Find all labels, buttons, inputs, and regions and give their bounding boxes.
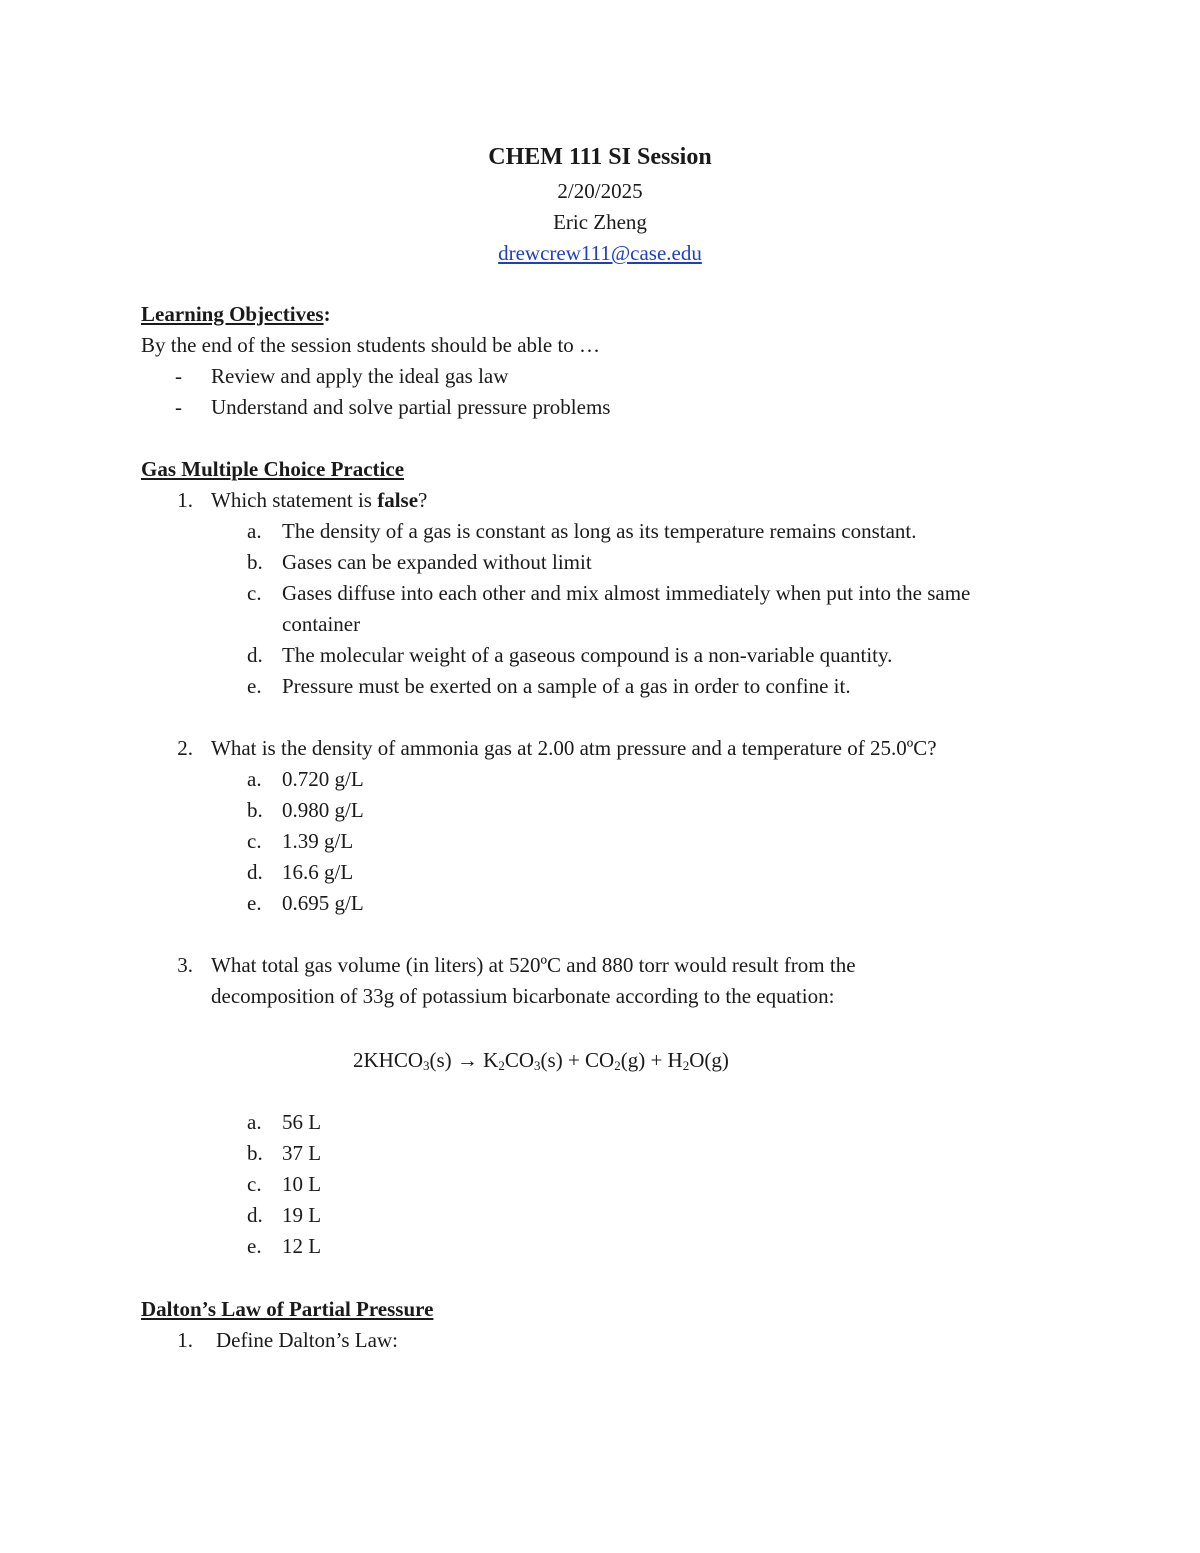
dalton-item-number: 1. xyxy=(177,1328,193,1352)
objectives-heading-colon: : xyxy=(323,302,331,326)
equation-part: CO xyxy=(504,1048,535,1072)
choice-letter: e. xyxy=(247,891,262,915)
question-number: 2. xyxy=(177,736,193,760)
choice-text: Pressure must be exerted on a sample of a gas in order to confine it. xyxy=(282,674,851,698)
choice-letter: c. xyxy=(247,581,262,605)
equation-subscript: 2 xyxy=(682,1058,690,1073)
email-link[interactable] xyxy=(0,241,1200,266)
objective-item: Understand and solve partial pressure problems xyxy=(211,395,611,419)
objectives-heading: Learning Objectives xyxy=(141,302,324,326)
session-date: 2/20/2025 xyxy=(557,179,643,203)
question-emphasis: false xyxy=(377,488,419,512)
choice-letter: e. xyxy=(247,674,262,698)
objective-item: Review and apply the ideal gas law xyxy=(211,364,509,388)
question-3-text-line2: decomposition of 33g of potassium bicarbonate according to the equation: xyxy=(211,984,835,1008)
choice-text: 0.980 g/L xyxy=(282,798,364,822)
choice-letter: d. xyxy=(247,1203,263,1227)
bullet-marker: - xyxy=(175,364,182,388)
choice-letter: b. xyxy=(247,798,263,822)
choice-text: 1.39 g/L xyxy=(282,829,354,853)
question-number: 1. xyxy=(177,488,193,512)
practice-heading: Gas Multiple Choice Practice xyxy=(141,457,405,481)
choice-text: 0.720 g/L xyxy=(282,767,364,791)
question-text-part: ? xyxy=(418,488,428,512)
question-2-text: What is the density of ammonia gas at 2.00 atm pressure and a temperature of 25.0ºC? xyxy=(211,736,937,760)
choice-letter: e. xyxy=(247,1234,262,1258)
choice-text: 12 L xyxy=(282,1234,322,1258)
question-text-part: Which statement is xyxy=(211,488,378,512)
dalton-item-text: Define Dalton’s Law: xyxy=(216,1328,398,1352)
question-number: 3. xyxy=(177,953,193,977)
email-link-text[interactable]: drewcrew111@case.edu xyxy=(498,241,702,265)
equation-subscript: 2 xyxy=(498,1058,505,1073)
objectives-intro: By the end of the session students should be able to … xyxy=(141,333,601,357)
choice-letter: a. xyxy=(247,767,262,791)
choice-text-continuation: container xyxy=(282,612,361,636)
chemical-equation xyxy=(353,1048,729,1073)
choice-text: Gases diffuse into each other and mix almost immediately when put into the same xyxy=(282,581,971,605)
equation-part: (s) → K xyxy=(429,1048,499,1072)
objectives-heading-line xyxy=(141,302,331,327)
choice-text: 37 L xyxy=(282,1141,322,1165)
choice-text: 19 L xyxy=(282,1203,322,1227)
choice-text: 0.695 g/L xyxy=(282,891,364,915)
question-1-text xyxy=(211,488,427,513)
choice-letter: a. xyxy=(247,519,262,543)
equation-subscript: 2 xyxy=(614,1058,621,1073)
choice-letter: a. xyxy=(247,1110,262,1134)
choice-text: 16.6 g/L xyxy=(282,860,354,884)
equation-part: (g) + H xyxy=(620,1048,683,1072)
choice-letter: c. xyxy=(247,829,262,853)
choice-text: Gases can be expanded without limit xyxy=(282,550,592,574)
choice-text: The density of a gas is constant as long as its temperature remains constant. xyxy=(282,519,917,543)
choice-letter: d. xyxy=(247,643,263,667)
equation-part: (s) + CO xyxy=(540,1048,615,1072)
choice-letter: b. xyxy=(247,550,263,574)
equation-part: O(g) xyxy=(689,1048,729,1072)
choice-text: The molecular weight of a gaseous compound is a non-variable quantity. xyxy=(282,643,893,667)
page-title: CHEM 111 SI Session xyxy=(488,144,712,170)
choice-text: 10 L xyxy=(282,1172,322,1196)
choice-letter: d. xyxy=(247,860,263,884)
dalton-heading: Dalton’s Law of Partial Pressure xyxy=(141,1297,434,1321)
bullet-marker: - xyxy=(175,395,182,419)
equation-part: 2KHCO xyxy=(353,1048,424,1072)
question-3-text-line1: What total gas volume (in liters) at 520ºC and 880 torr would result from the xyxy=(211,953,856,977)
author-name: Eric Zheng xyxy=(553,210,647,234)
equation-subscript: 3 xyxy=(423,1058,430,1073)
equation-subscript: 3 xyxy=(534,1058,541,1073)
choice-letter: c. xyxy=(247,1172,262,1196)
choice-letter: b. xyxy=(247,1141,263,1165)
choice-text: 56 L xyxy=(282,1110,322,1134)
